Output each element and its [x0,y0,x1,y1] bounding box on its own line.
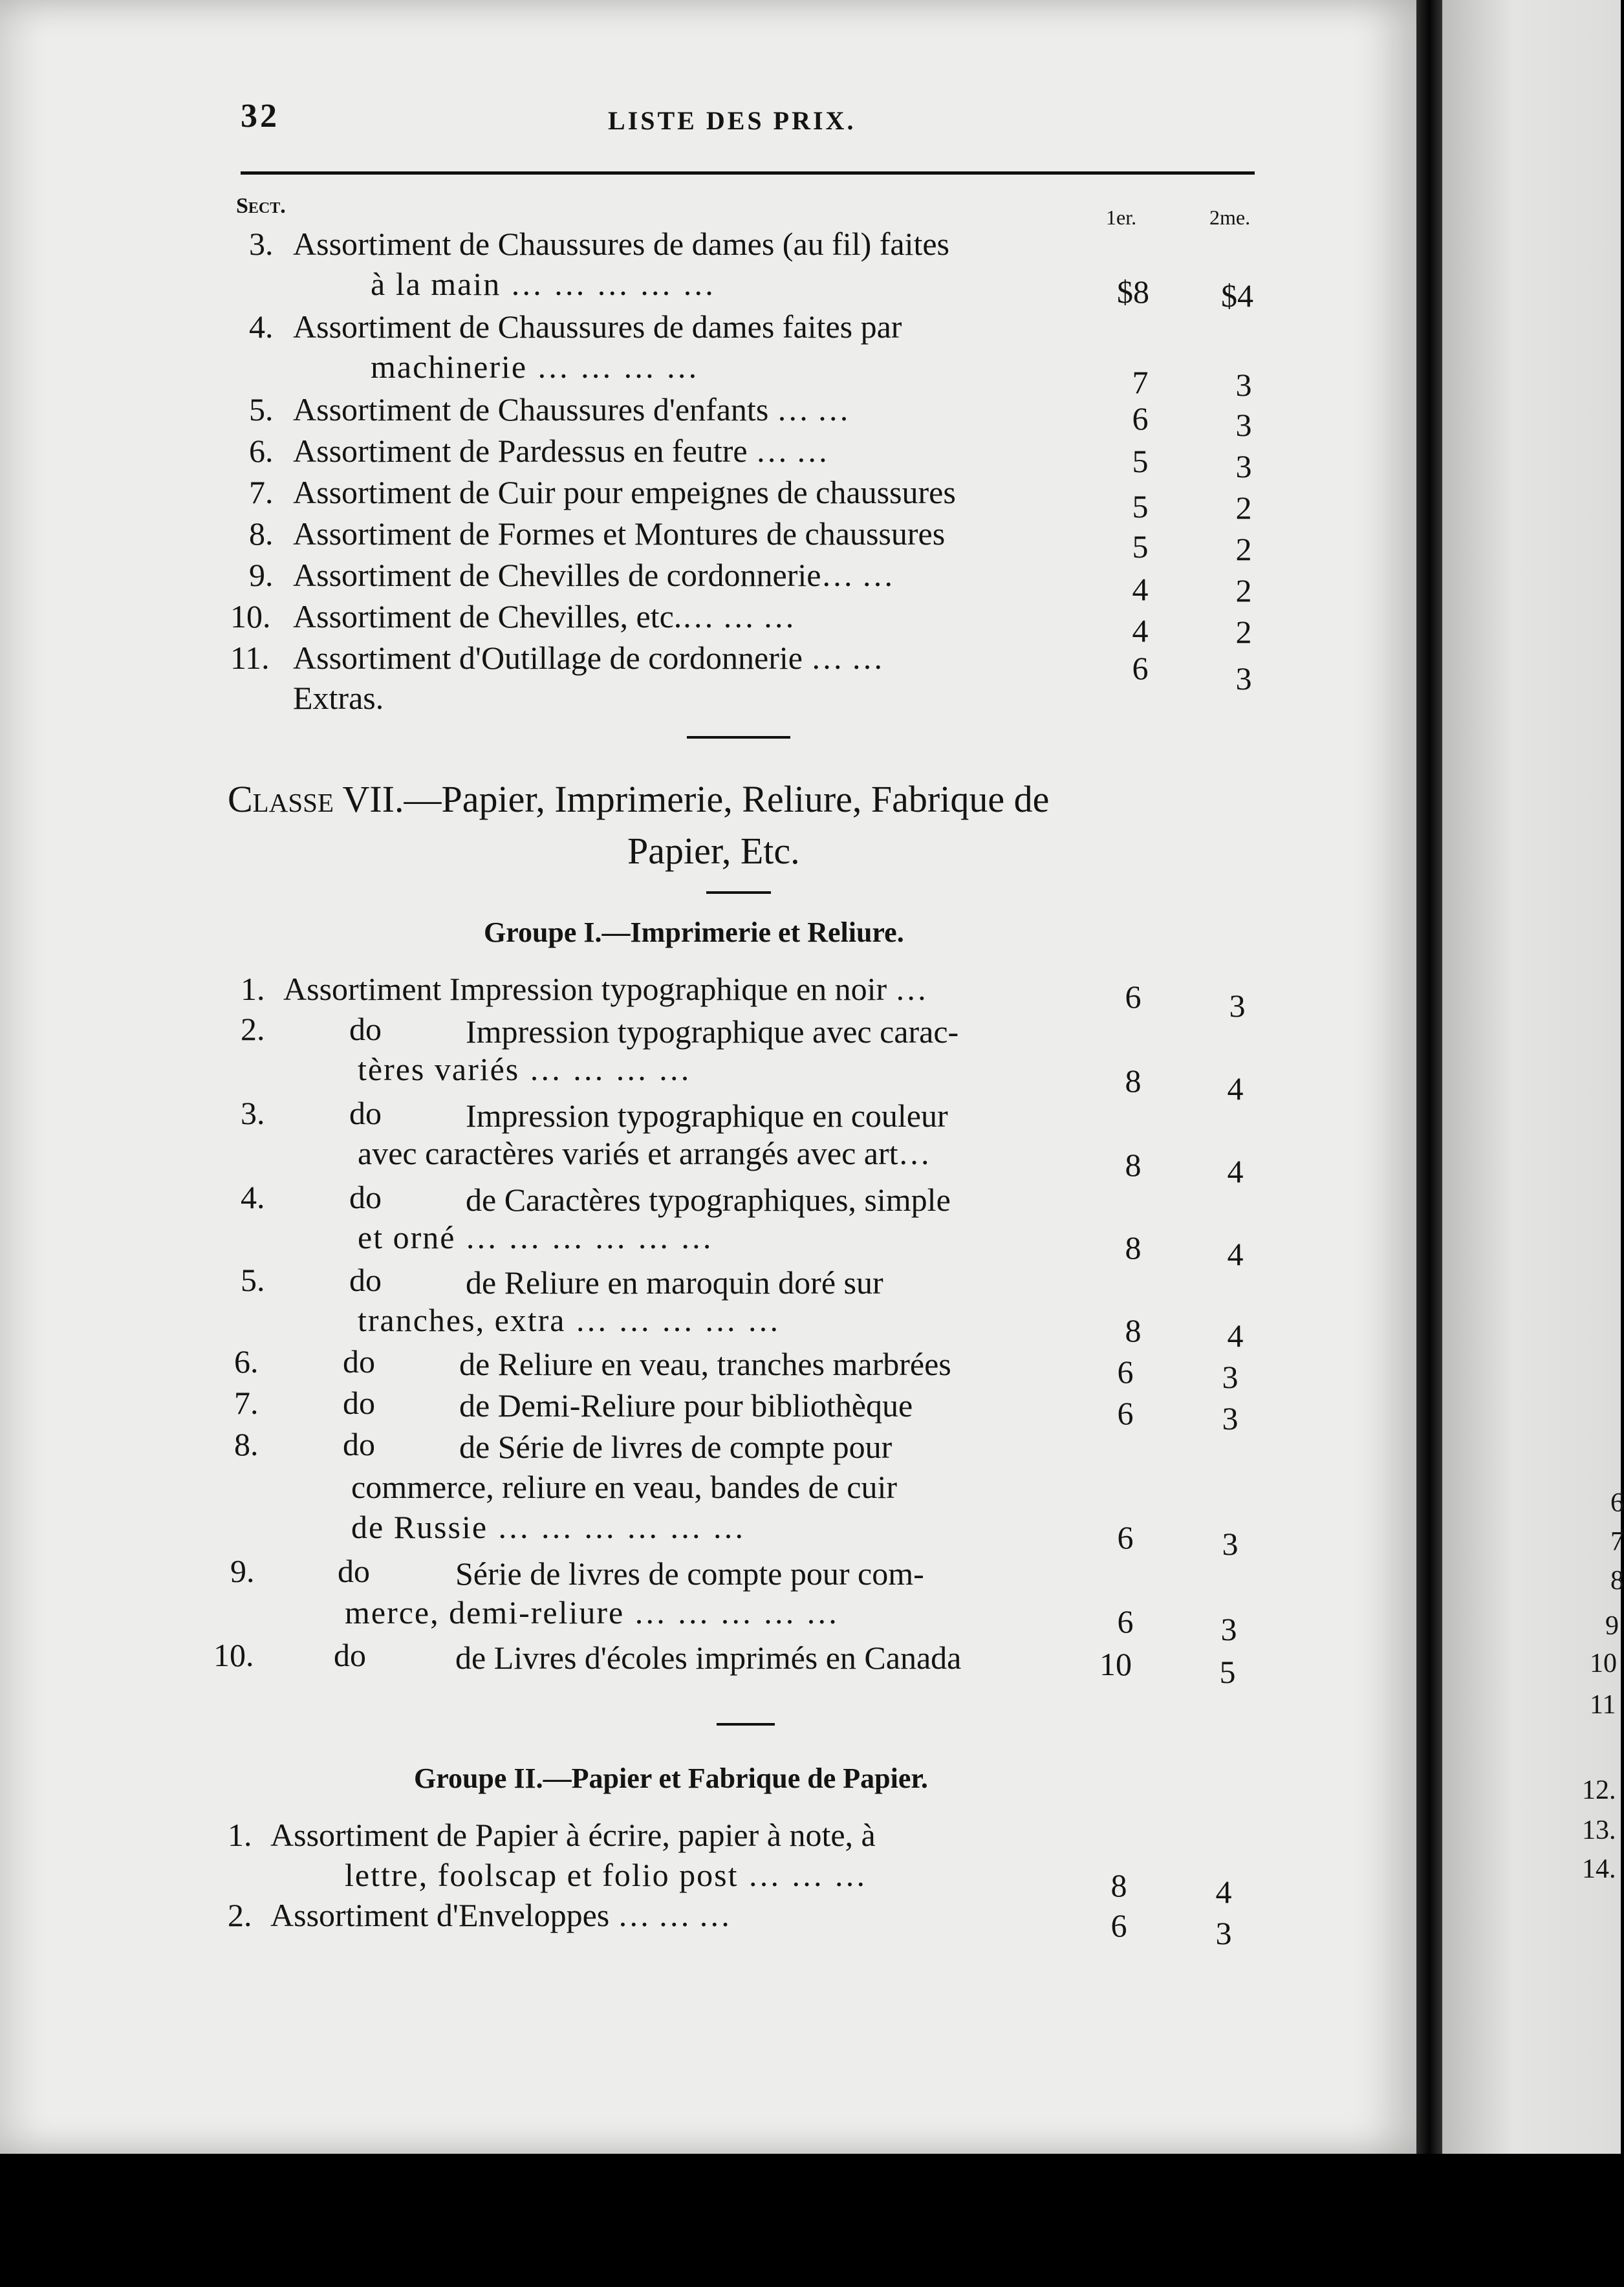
price-second: 5 [1219,1654,1236,1690]
item-text: avec caractères variés et arrangés avec art… [358,1135,931,1171]
facing-page-number: 9 [1605,1611,1619,1641]
price-second: 4 [1227,1153,1244,1189]
price-first: 6 [1110,1907,1127,1944]
price-second: 2 [1235,614,1252,650]
item-text: à la main … … … … … [371,266,716,302]
classe-divider [706,891,771,894]
price-second: 3 [1222,1526,1239,1562]
item-number: 7. [249,474,274,510]
col-head-sect: Sect. [236,194,286,218]
item-text: Assortiment de Chaussures de dames (au fil) faites [293,226,950,262]
running-title: LISTE DES PRIX. [608,106,856,135]
item-number: 11. [230,640,270,676]
item-number: 1. [228,1817,252,1853]
item-number: 7. [234,1385,259,1421]
item-text: Impression typographique avec carac- [466,1013,959,1050]
item-number: 2. [241,1011,265,1047]
price-first: 6 [1117,1395,1134,1431]
classe-label: Classe [228,778,334,820]
price-first: 6 [1132,650,1149,686]
item-text: lettre, foolscap et folio post … … … [345,1857,867,1893]
item-text: Série de livres de compte pour com- [455,1555,924,1592]
price-second: 4 [1227,1317,1244,1354]
item-text: de Série de livres de compte pour [459,1429,893,1465]
item-text: Assortiment de Papier à écrire, papier à note, à [270,1817,876,1853]
price-first: 8 [1125,1147,1142,1183]
ditto-mark: do [343,1385,375,1421]
price-first: 10 [1099,1646,1132,1682]
price-second: 4 [1215,1874,1232,1910]
price-first: 5 [1132,443,1149,479]
groupe-2-title: Groupe II.—Papier et Fabrique de Papier. [414,1762,928,1794]
price-first: 5 [1132,528,1149,565]
price-first: 7 [1132,364,1149,400]
price-first: 6 [1117,1354,1134,1390]
price-second: 3 [1235,660,1252,697]
col-head-second: 2me. [1209,206,1251,229]
price-second: $4 [1221,277,1253,314]
item-text: Assortiment de Chevilles, etc.… … … [293,598,796,634]
col-head-first: 1er. [1106,206,1137,229]
price-second: 3 [1235,367,1252,403]
price-first: $8 [1117,274,1149,310]
item-number: 1. [241,971,265,1007]
price-first: 8 [1125,1230,1142,1266]
price-second: 3 [1222,1400,1239,1436]
price-first: 6 [1117,1603,1134,1640]
price-second: 4 [1227,1070,1244,1107]
ditto-mark: do [349,1095,382,1131]
facing-page-number: 11 [1590,1690,1616,1720]
price-second: 2 [1235,572,1252,609]
ditto-mark: do [343,1426,375,1462]
item-text: Impression typographique en couleur [466,1098,948,1134]
scan-background [0,2154,1621,2287]
item-text: Assortiment de Cuir pour empeignes de chaussures [293,474,956,510]
item-text: merce, demi-reliure … … … … … [345,1594,839,1631]
item-text: Assortiment de Formes et Montures de chaussures [293,515,946,552]
price-first: 6 [1117,1519,1134,1555]
ditto-mark: do [343,1343,375,1380]
price-second: 3 [1220,1611,1237,1647]
price-first: 8 [1125,1063,1142,1099]
classe-heading [228,777,1049,821]
price-second: 4 [1227,1236,1244,1272]
facing-page-number: 14. [1582,1854,1616,1884]
header-rule [241,171,1255,175]
facing-page-number: 13. [1582,1816,1616,1845]
item-number: 9. [249,557,274,593]
price-second: 3 [1235,448,1252,484]
page-number: 32 [241,98,279,135]
price-second: 3 [1235,407,1252,443]
item-text: Assortiment de Chaussures d'enfants … … [293,391,850,428]
groupe-1-title: Groupe I.—Imprimerie et Reliure. [484,916,904,948]
facing-page-number: 12. [1582,1775,1616,1805]
item-text: et orné … … … … … … [358,1219,714,1255]
item-number: 6. [234,1343,259,1380]
price-second: 3 [1229,988,1246,1024]
item-number: 3. [241,1095,265,1131]
item-text: de Reliure en veau, tranches marbrées [459,1346,951,1382]
item-text: machinerie … … … … [371,349,700,385]
ditto-mark: do [338,1553,370,1589]
item-number: 8. [249,515,274,552]
item-text: Assortiment de Chaussures de dames faites par [293,309,902,345]
price-second: 3 [1215,1915,1232,1951]
ditto-mark: do [349,1011,382,1047]
item-number: 3. [249,226,274,262]
ditto-mark: do [334,1637,366,1673]
item-text: tranches, extra … … … … … [358,1302,781,1338]
facing-page-number: 10 [1590,1649,1617,1678]
item-number: 8. [234,1426,259,1462]
section-divider [687,736,790,739]
price-first: 4 [1132,571,1149,607]
item-number: 4. [241,1179,265,1215]
item-number: 9. [230,1553,255,1589]
price-second: 2 [1235,531,1252,567]
item-text: de Russie … … … … … … [351,1509,746,1545]
item-text: de Caractères typographiques, simple [466,1182,951,1218]
item-text: Assortiment d'Enveloppes … … … [270,1897,731,1933]
price-second: 3 [1222,1359,1239,1395]
groupe-divider [717,1723,775,1726]
price-first: 6 [1132,400,1149,437]
classe-title-line2: Papier, Etc. [627,830,800,872]
item-text: commerce, reliure en veau, bandes de cuir [351,1469,898,1505]
item-text: Assortiment d'Outillage de cordonnerie … … [293,640,883,676]
facing-page-number: 8 [1610,1566,1624,1596]
facing-page-number: 6 [1610,1488,1624,1518]
item-number: 4. [249,309,274,345]
extras-label: Extras. [293,680,384,716]
item-number: 10. [213,1637,254,1673]
item-text: tères variés … … … … [358,1051,692,1087]
item-number: 5. [241,1262,265,1298]
item-number: 2. [228,1897,252,1933]
price-first: 5 [1132,488,1149,525]
ditto-mark: do [349,1262,382,1298]
item-text: Assortiment Impression typographique en noir … [283,971,927,1007]
book-gutter [1416,0,1442,2154]
ditto-mark: do [349,1179,382,1215]
item-text: Assortiment de Chevilles de cordonnerie… … [293,557,894,593]
price-second: 2 [1235,490,1252,526]
price-first: 4 [1132,612,1149,649]
facing-page-number: 7 [1610,1527,1624,1557]
classe-title: VII.—Papier, Imprimerie, Reliure, Fabrique de [342,778,1050,820]
item-text: de Demi-Reliure pour bibliothèque [459,1387,913,1424]
item-number: 6. [249,433,274,469]
price-first: 6 [1125,979,1142,1015]
price-first: 8 [1110,1867,1127,1903]
item-text: de Reliure en maroquin doré sur [466,1264,883,1301]
item-number: 10. [230,598,271,634]
item-number: 5. [249,391,274,428]
item-text: Assortiment de Pardessus en feutre … … [293,433,828,469]
item-text: de Livres d'écoles imprimés en Canada [455,1640,962,1676]
price-first: 8 [1125,1312,1142,1349]
